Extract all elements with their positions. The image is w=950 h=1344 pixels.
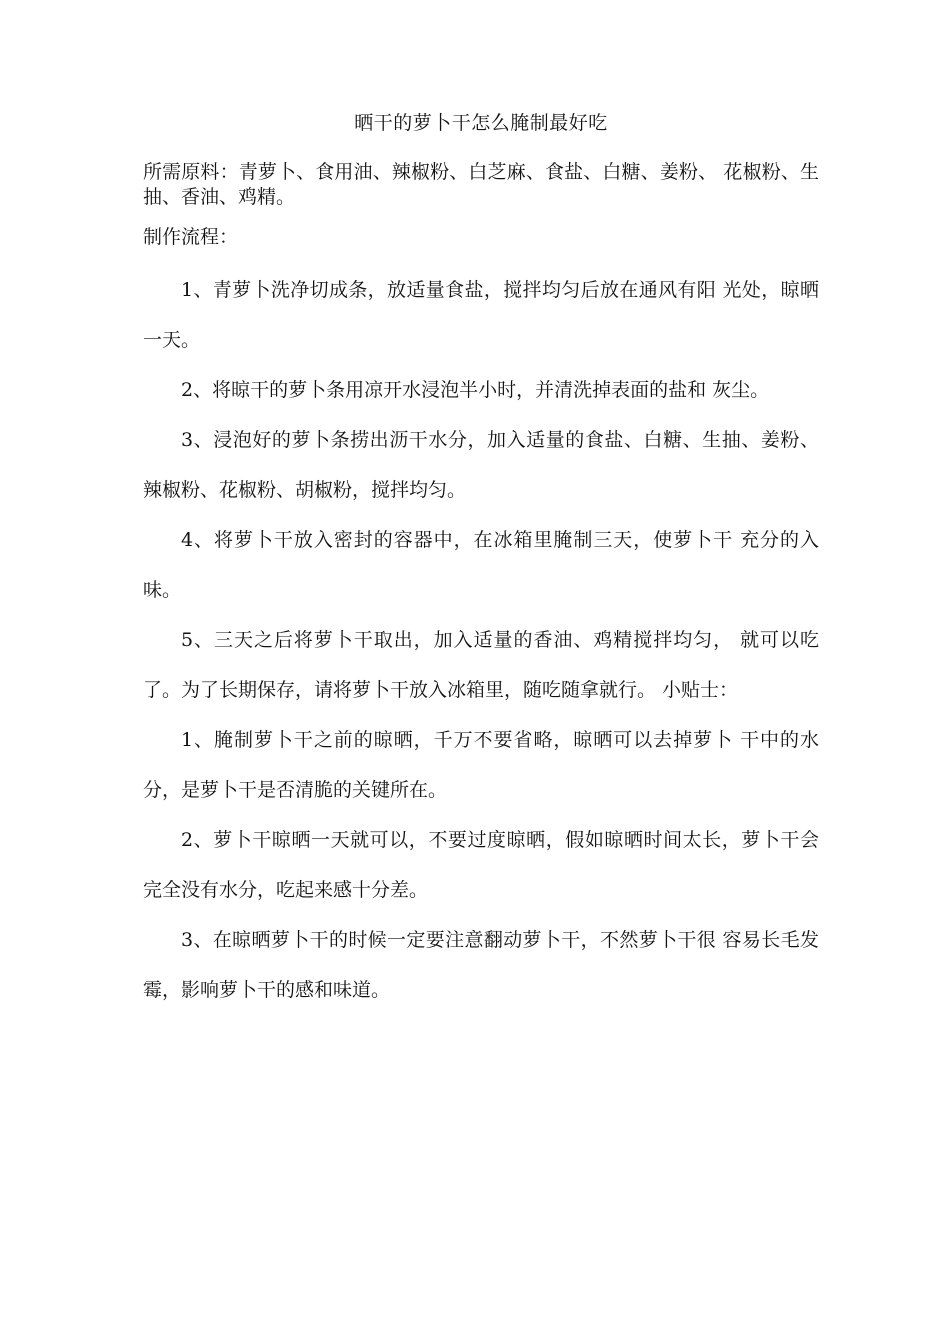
tip-1: 1、腌制萝卜干之前的晾晒，千万不要省略，晾晒可以去掉萝卜 干中的水分，是萝卜干是否清脆的关键所在。 <box>143 729 819 801</box>
document-content <box>143 110 819 1015</box>
document-title: 晒干的萝卜干怎么腌制最好吃 <box>354 112 608 134</box>
materials-paragraph: 所需原料：青萝卜、食用油、辣椒粉、白芝麻、食盐、白糖、姜粉、 花椒粉、生抽、香油、鸡精。 <box>143 161 819 208</box>
tip-3: 3、在晾晒萝卜干的时候一定要注意翻动萝卜干，不然萝卜干很 容易长毛发霉，影响萝卜干的感和味道。 <box>143 929 819 1001</box>
step-4: 4、将萝卜干放入密封的容器中，在冰箱里腌制三天，使萝卜干 充分的入味。 <box>143 529 819 601</box>
step-2: 2、将晾干的萝卜条用凉开水浸泡半小时，并清洗掉表面的盐和 灰尘。 <box>181 379 770 401</box>
step-5: 5、三天之后将萝卜干取出，加入适量的香油、鸡精搅拌均匀， 就可以吃了。为了长期保存，请将萝卜干放入冰箱里，随吃随拿就行。 小贴士： <box>143 629 819 701</box>
step-3: 3、浸泡好的萝卜条捞出沥干水分，加入适量的食盐、白糖、生抽、姜粉、辣椒粉、花椒粉、胡椒粉，搅拌均匀。 <box>143 429 819 501</box>
process-label: 制作流程： <box>143 226 239 248</box>
step-1: 1、青萝卜洗净切成条，放适量食盐，搅拌均匀后放在通风有阳 光处，晾晒一天。 <box>143 279 819 351</box>
tip-2: 2、萝卜干晾晒一天就可以，不要过度晾晒，假如晾晒时间太长，萝卜干会完全没有水分，吃起来感十分差。 <box>143 829 819 901</box>
